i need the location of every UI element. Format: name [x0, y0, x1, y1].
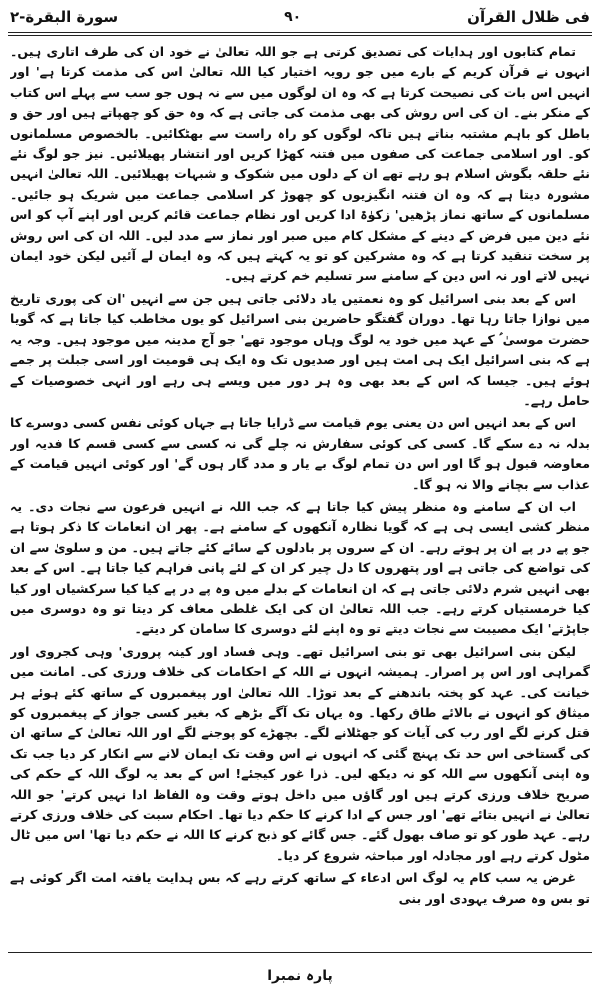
paragraph-4: اب ان کے سامنے وہ منظر پیش کیا جاتا ہے کہ جب اللہ نے انہیں فرعون سے نجات دی۔ یہ منظر کشی ایسی ہی ہے کہ گویا نظارہ آنکھوں کے سامنے ہے۔ پھر ان انعامات کا ذکر ہوتا ہے جو پے در پے ان پر ہوتے رہے۔ ان کے سروں پر بادلوں کے سائے کئے جاتے ہیں۔ من و سلویٰ سے ان کی تواضع کی جاتی ہے اور پتھروں کا دل چیر کر ان کے لئے پانی فراہم کیا جاتا ہے۔ اس کے بعد بھی انہیں شرم دلائی جاتی ہے کہ ان انعامات کے بدلے میں وہ پے در پے کیا کیا سرکشیاں اور کیا کیا خرمستیاں کرتے رہے۔ جب اللہ تعالیٰ ان کی ایک غلطی معاف کر دیتا تو وہ دوسری میں جاپڑتے' ایک مصیبت سے نجات دیتے تو وہ اپنے لئے دوسری کا سامان کر دیتے۔ — [10, 498, 590, 637]
header-rule — [8, 32, 592, 36]
footer-rule — [8, 952, 592, 953]
book-title: فی ظلال القرآن — [467, 8, 590, 26]
surah-title: سورة البقرة-۲ — [10, 8, 119, 26]
page-number: ۹۰ — [284, 9, 302, 25]
paragraph-2: اس کے بعد بنی اسرائیل کو وہ نعمتیں یاد دلائی جاتی ہیں جن سے انہیں 'ان کی پوری تاریخ میں نوازا جاتا رہا تھا۔ دوران گفتگو حاضرین بنی اسرائیل کو یوں مخاطب کیا جاتا ہے کہ گویا حضرت موسیٰ ؑ کے عہد میں خود یہ لوگ وہاں موجود تھے' جو آج مدینہ میں موجود ہیں۔ وجہ یہ ہے کہ بنی اسرائیل ایک ہی امت ہیں اور صدیوں تک وہ ایک ہی قومیت اور اسی جبلت پر جمے ہوئے ہیں۔ جیسا کہ اس کے بعد بھی وہ ہر دور میں ویسے ہی رہے اور انہی خصوصیات کے حامل رہے۔ — [10, 290, 590, 408]
para-label: پارہ نمبرا — [267, 968, 333, 984]
paragraph-1: تمام کتابوں اور ہدایات کی تصدیق کرتی ہے جو اللہ تعالیٰ نے خود ان کی طرف اتاری ہیں۔ انہوں نے قرآن کریم کے بارے میں جو رویہ اختیار کیا اللہ تعالیٰ اس کی مذمت کرتا ہے' اور انہیں اس بات کی نصیحت کرتا ہے کہ وہ ان لوگوں میں سے نہ ہوں جو سب سے پہلے اس کتاب کے منکر بنے۔ ان کی اس روش کی بھی مذمت کی جاتی ہے کہ وہ حق کو چھپاتے ہیں اور حق و باطل کو باہم مشتبہ بناتے ہیں تاکہ لوگوں کو راہ راست سے بھٹکائیں۔ بالخصوص مسلمانوں کو۔ اور اسلامی جماعت کی صفوں میں فتنہ کھڑا کریں اور انتشار پھیلائیں۔ نیز جو لوگ نئے نئے حلقہ بگوش اسلام ہو رہے تھے ان کے دلوں میں شکوک و شبہات پھیلائیں۔ اللہ تعالیٰ انہیں مشورہ دیتا ہے کہ وہ ان فتنہ انگیزیوں کو چھوڑ کر اسلامی جماعت میں شریک ہو جائیں۔ مسلمانوں کے ساتھ نماز پڑھیں' زکوٰۃ ادا کریں اور نظام جماعت قائم کریں اور اپنے آپ کو اس نئے دین میں فرض کے دینے کے مشکل کام میں صبر اور نماز سے مدد لیں۔ اللہ ان کی اس روش پر سخت تنقید کرتا ہے کہ وہ مشرکین کو تو یہ کہتے ہیں کہ وہ ایمان لے آئیں لیکن خود ایمان نہیں لاتے اور نہ اس دین کے سامنے سر تسلیم خم کرتے ہیں۔ — [10, 44, 590, 284]
paragraph-5: لیکن بنی اسرائیل بھی تو بنی اسرائیل تھے۔ وہی فساد اور کینہ پروری' وہی کجروی اور گمراہی اور اس پر اصرار۔ ہمیشہ انہوں نے اللہ کے احکامات کی خلاف ورزی کی۔ امانت میں خیانت کی۔ عہد کو پختہ باندھنے کے بعد توڑا۔ اللہ تعالیٰ اور پیغمبروں کے ساتھ کئے ہوئے ہر میثاق کو انہوں نے بالائے طاق رکھا۔ وہ یہاں تک آگے بڑھے کہ بغیر کسی جواز کے پیغمبروں کو قتل کرنے لگے اور رب کی آیات کو جھٹلانے لگے۔ بچھڑے کو پوجنے لگے اور اللہ تعالیٰ کے ساتھ ان کی گستاخی اس حد تک پہنچ گئی کہ انہوں نے اس وقت تک ایمان لانے سے انکار کر دیا جب تک وہ اپنی آنکھوں سے اللہ کو نہ دیکھ لیں۔ ذرا غور کیجئے! اس کے بعد یہ لوگ اللہ کے حکم کی صریح خلاف ورزی کرتے ہیں اور گاؤں میں داخل ہوتے وقت وہ الفاظ ادا نہیں کرتے' جو اللہ تعالیٰ نے انہیں بتائے تھے' اور جس کے ادا کرنے کا حکم دیا تھا۔ احکام سبت کی خلاف ورزی کرتے رہے۔ عہد طور کو تو صاف بھول گئے۔ جس گائے کو ذبح کرنے کا اللہ نے حکم دیا تھا' اس میں ٹال مٹول کرتے رہے اور مجادلہ اور مباحثہ شروع کر دیا۔ — [10, 643, 590, 863]
paragraph-6: غرض یہ سب کام یہ لوگ اس ادعاء کے ساتھ کرتے رہے کہ بس ہدایت یافتہ امت اگر کوئی ہے تو بس وہ صرف یہودی اور بنی — [10, 870, 590, 906]
page-body — [10, 42, 590, 947]
page-header — [10, 4, 590, 30]
paragraph-3: اس کے بعد انہیں اس دن یعنی یوم قیامت سے ڈرایا جاتا ہے جہاں کوئی نفس کسی دوسرے کا بدلہ نہ دے سکے گا۔ کسی کی کوئی سفارش نہ چلے گی نہ کسی سے کسی قسم کا فدیہ اور معاوضہ قبول ہو گا اور اس دن تمام لوگ بے یار و مدد گار ہوں گے' اور کوئی انہیں قیامت کے عذاب سے بچانے والا نہ ہو گا۔ — [10, 415, 590, 492]
